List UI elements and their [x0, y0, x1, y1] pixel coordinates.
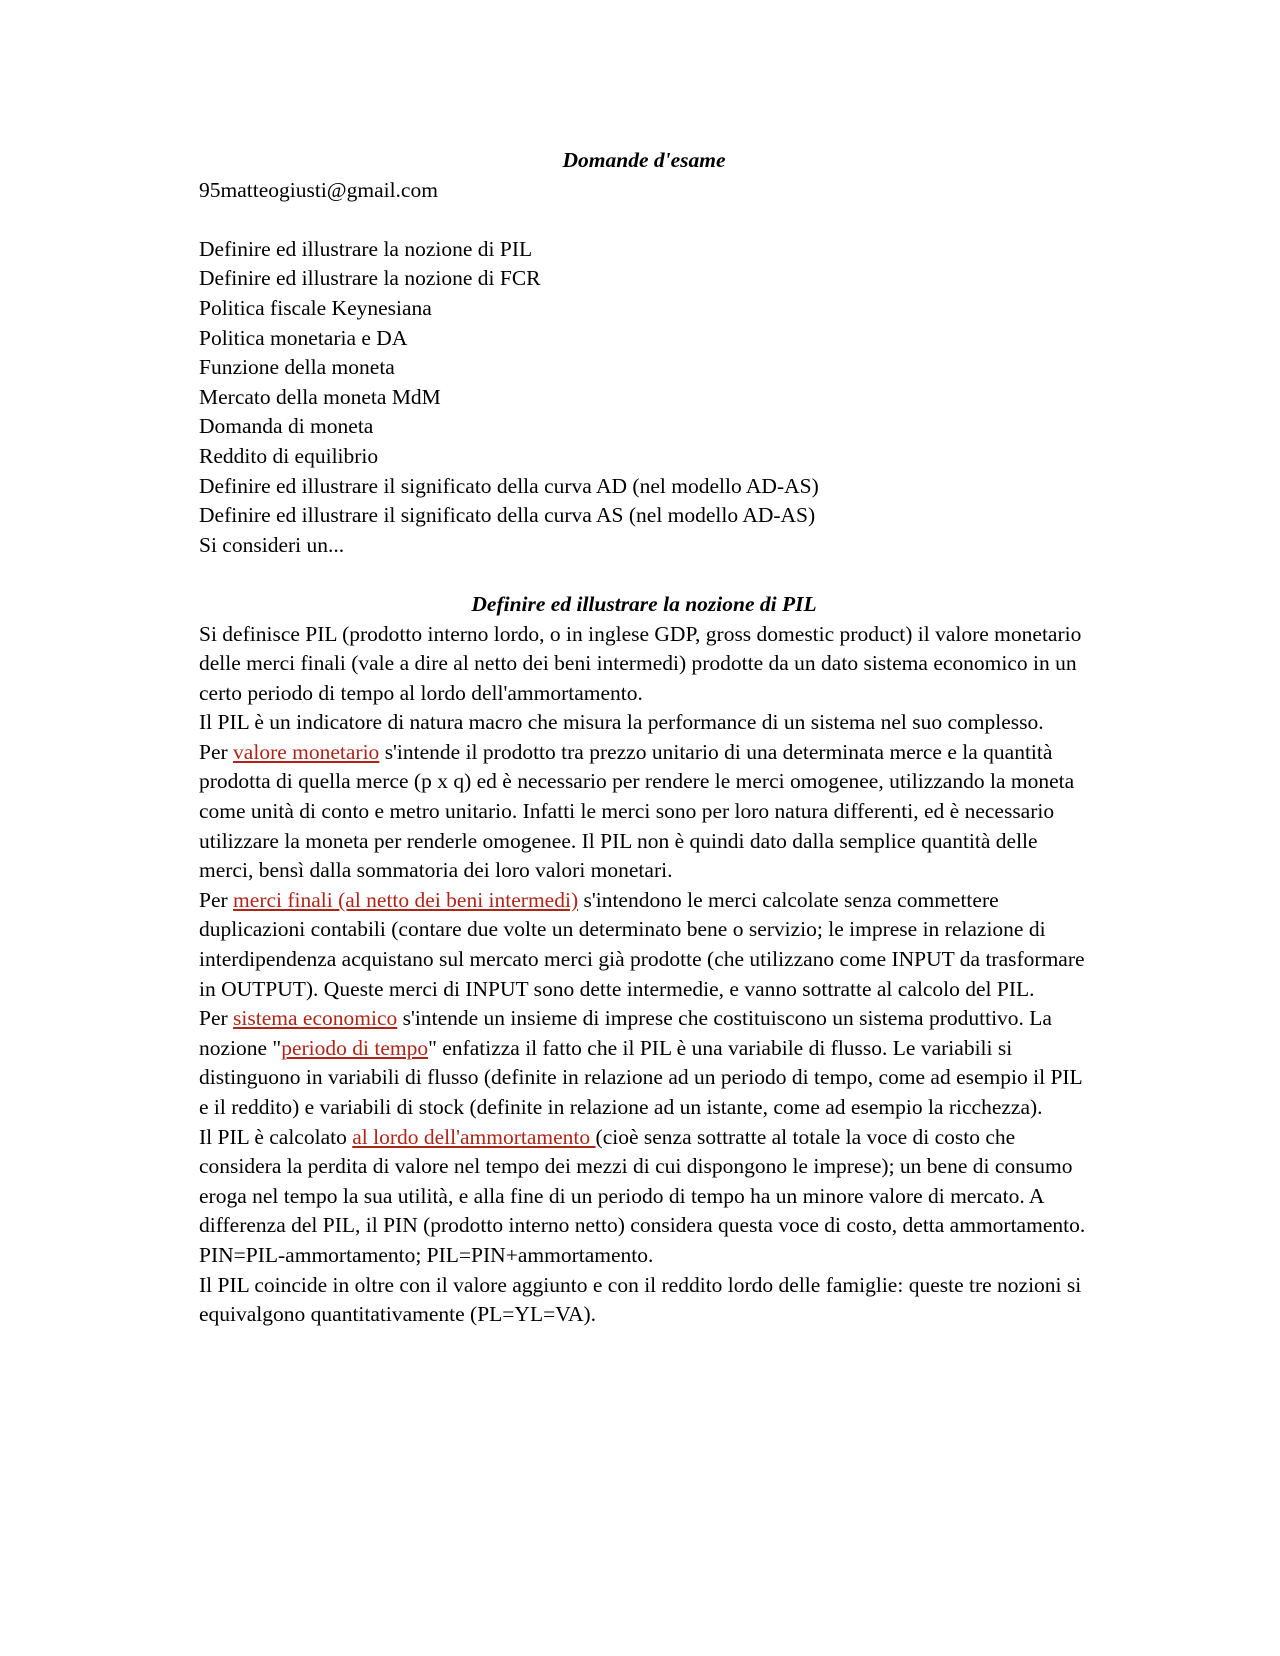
paragraph-merci-finali — [199, 886, 1089, 1004]
paragraph-text: s'intende un insieme di imprese che costituiscono un sistema produttivo. La nozione " — [199, 1006, 1052, 1060]
paragraph-text: Per — [199, 739, 234, 764]
term-sistema-economico: sistema economico — [233, 1006, 398, 1031]
document-title: Domande d'esame — [562, 148, 726, 172]
topic-item: Definire ed illustrare la nozione di PIL — [199, 236, 533, 261]
document-body — [199, 146, 1089, 1330]
topic-item: Politica fiscale Keynesiana — [199, 295, 432, 320]
paragraph-valore-aggiunto: Il PIL coincide in oltre con il valore aggiunto e con il reddito lordo delle famiglie: queste tre nozioni si equivalgono quantitativamente (PL=YL=VA). — [199, 1272, 1082, 1327]
paragraph-definition: Si definisce PIL (prodotto interno lordo, o in inglese GDP, gross domestic product) il valore monetario delle merci finali (vale a dire al netto dei beni intermedi) prodotte da un dato sistema economico in un certo periodo di tempo al lordo dell'ammortamento. — [199, 621, 1082, 705]
term-valore-monetario: valore monetario — [233, 739, 380, 764]
paragraph-text: (cioè senza sottratte al totale la voce di costo che considera la perdita di valore nel tempo dei mezzi di cui dispongono le imprese); un bene di consumo eroga nel tempo la sua utilità, e alla fine di un periodo di tempo ha un minore valore di mercato. A differenza del PIL, il PIN (prodotto interno netto) considera questa voce di costo, detta ammortamento. PIN=PIL-ammortamento; PIL=PIN+ammortamento. — [199, 1124, 1086, 1267]
blank-line — [199, 560, 1089, 590]
paragraph-text: s'intendono le merci calcolate senza commettere duplicazioni contabili (contare due volte un determinato bene o servizio; le imprese in relazione di interdipendenza acquistano sul mercato merci già prodotte (che utilizzano come INPUT da trasformare in OUTPUT). Queste merci di INPUT sono dette intermedie, e vanno sottratte al calcolo del PIL. — [199, 887, 1085, 1001]
author-email: 95matteogiusti@gmail.com — [199, 177, 438, 202]
term-periodo-di-tempo: periodo di tempo — [281, 1035, 429, 1060]
topic-item: Domanda di moneta — [199, 414, 374, 439]
topic-item: Definire ed illustrare il significato della curva AD (nel modello AD-AS) — [199, 473, 819, 498]
paragraph-sistema-economico — [199, 1004, 1089, 1122]
paragraph-valore-monetario — [199, 738, 1089, 886]
paragraph-text: " enfatizza il fatto che il PIL è una variabile di flusso. Le variabili si distinguono in variabili di flusso (definite in relazione ad un periodo di tempo, come ad esempio il PIL e il reddito) e variabili di stock (definite in relazione ad un istante, come ad esempio la ricchezza). — [199, 1035, 1082, 1119]
paragraph-text: Il PIL è calcolato — [199, 1124, 353, 1149]
paragraph-ammortamento — [199, 1123, 1089, 1271]
topic-item: Definire ed illustrare il significato della curva AS (nel modello AD-AS) — [199, 503, 816, 528]
paragraph-text: Per — [199, 887, 234, 912]
topic-item: Si consideri un... — [199, 532, 345, 557]
paragraph-text: Per — [199, 1006, 234, 1031]
blank-line — [199, 205, 1089, 235]
topic-item: Definire ed illustrare la nozione di FCR — [199, 266, 541, 291]
term-ammortamento: al lordo dell'ammortamento — [352, 1124, 596, 1149]
paragraph-text: s'intende il prodotto tra prezzo unitario di una determinata merce e la quantità prodotta di quella merce (p x q) ed è necessario per rendere le merci omogenee, utilizzando la moneta come unità di conto e metro unitario. Infatti le merci sono per loro natura differenti, ed è necessario utilizzare la moneta per renderle omogenee. Il PIL non è quindi dato dalla semplice quantità delle merci, bensì dalla sommatoria dei loro valori monetari. — [199, 739, 1075, 883]
topic-item: Mercato della moneta MdM — [199, 384, 441, 409]
topic-list — [199, 235, 1089, 561]
topic-item: Funzione della moneta — [199, 355, 395, 380]
topic-item: Reddito di equilibrio — [199, 443, 379, 468]
term-merci-finali: merci finali (al netto dei beni intermedi) — [233, 887, 579, 912]
paragraph-indicator: Il PIL è un indicatore di natura macro che misura la performance di un sistema nel suo complesso. — [199, 710, 1044, 735]
section-heading: Definire ed illustrare la nozione di PIL — [471, 591, 817, 616]
topic-item: Politica monetaria e DA — [199, 325, 408, 350]
